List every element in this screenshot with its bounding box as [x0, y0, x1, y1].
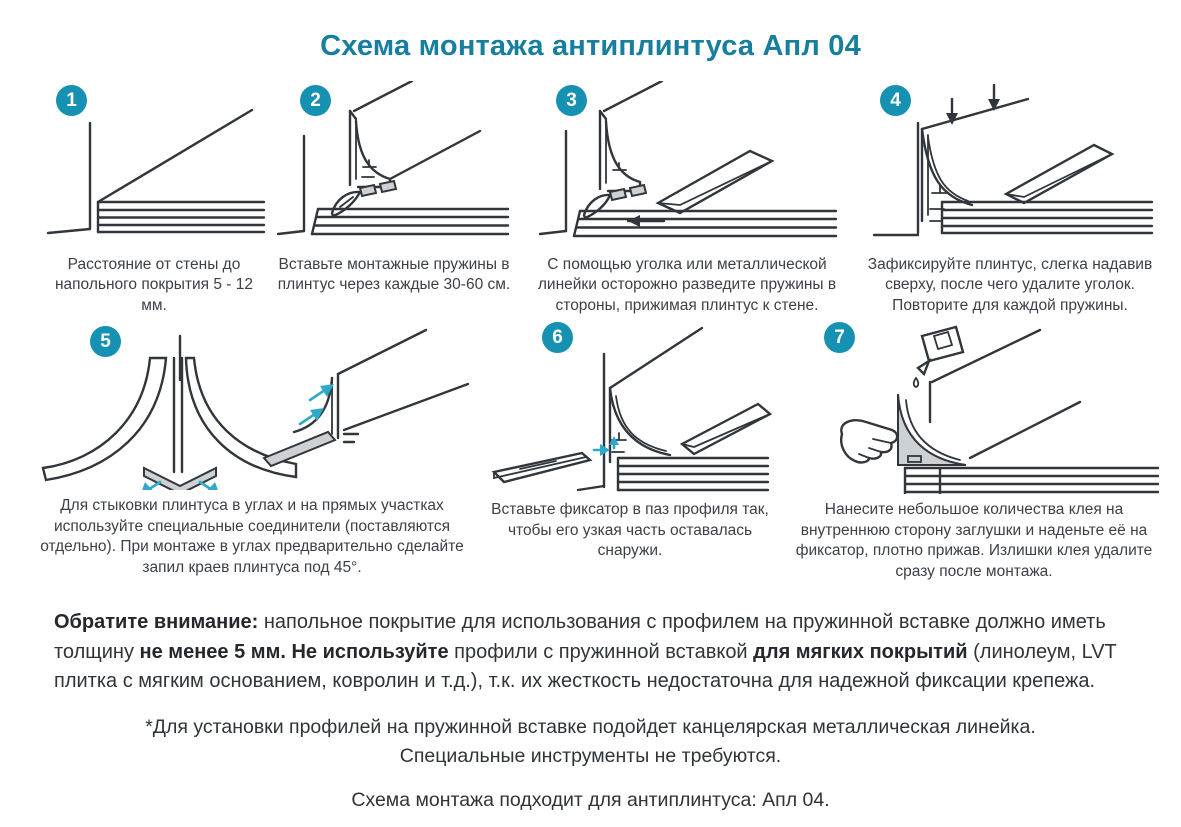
step-3	[526, 81, 848, 316]
step-2	[270, 81, 518, 296]
step-1-caption: Расстояние от стены до напольного покрытия 5 - 12 мм.	[54, 256, 254, 314]
attention-note-bold-3: для мягких покрытий	[753, 640, 968, 663]
tools-footnote-line-1: *Для установки профилей на пружинной вставке подойдет канцелярская металлическая линейка.	[145, 715, 1036, 738]
step-6-caption: Вставьте фиксатор в паз профиля так, чтобы его узкая часть оставалась снаружи.	[491, 501, 769, 560]
step-3-caption: С помощью уголка или металлической линейки осторожно разведите пружины в стороны, прижимая плинтус к стене.	[537, 256, 837, 314]
step-6-badge: 6	[542, 322, 573, 353]
step-5-caption: Для стыковки плинтуса в углах и на прямых участках используйте специальные соединители (поставляются отдельно). При монтаже в углах предварительно сделайте запил краев плинтуса под 45°.	[40, 497, 464, 576]
attention-note-text-3: (линолеум, LVT плитка с мягким основанием, ковролин и т.д.), т.к. их жесткость недостаточна для надежной фиксации крепежа.	[54, 640, 1117, 693]
step-4	[856, 81, 1164, 316]
step-7	[780, 322, 1168, 582]
steps-row-1	[0, 81, 1181, 316]
attention-note-bold-2: не менее 5 мм. Не используйте	[139, 640, 449, 663]
step-3-badge: 3	[556, 85, 587, 116]
step-6-diagram fixator-insert-illustration	[486, 322, 774, 494]
step-6	[486, 322, 774, 561]
step-5-badge: 5	[90, 326, 121, 357]
step-1	[38, 81, 270, 316]
page-title: Схема монтажа антиплинтуса Апл 04	[320, 30, 861, 62]
attention-note-bold-lead: Обратите внимание:	[54, 611, 259, 634]
step-7-caption: Нанесите небольшое количества клея на внутреннюю сторону заглушки и наденьте её на фиксатор, плотно прижав. Излишки клея удалите сразу после монтажа.	[795, 501, 1153, 580]
step-4-badge: 4	[880, 85, 911, 116]
tools-footnote	[0, 713, 1181, 772]
steps-row-2	[0, 322, 1181, 582]
attention-note-text-1: напольное покрытие для использования с профилем на пружинной вставке должно иметь толщину	[54, 611, 1106, 663]
step-1-badge: 1	[56, 85, 87, 116]
step-2-badge: 2	[300, 85, 331, 116]
tools-footnote-line-2: Специальные инструменты не требуются.	[399, 745, 782, 768]
compatibility-note: Схема монтажа подходит для антиплинтуса: Апл 04.	[351, 789, 830, 812]
attention-note-text-2: профили с пружинной вставкой	[448, 640, 754, 663]
step-5	[28, 322, 476, 578]
step-4-caption: Зафиксируйте плинтус, слегка надавив сверху, после чего удалите уголок. Повторите для каждой пружины.	[867, 256, 1153, 314]
attention-note	[54, 608, 1127, 697]
step-2-caption: Вставьте монтажные пружины в плинтус через каждые 30-60 см.	[277, 256, 511, 294]
step-7-badge: 7	[824, 322, 855, 353]
